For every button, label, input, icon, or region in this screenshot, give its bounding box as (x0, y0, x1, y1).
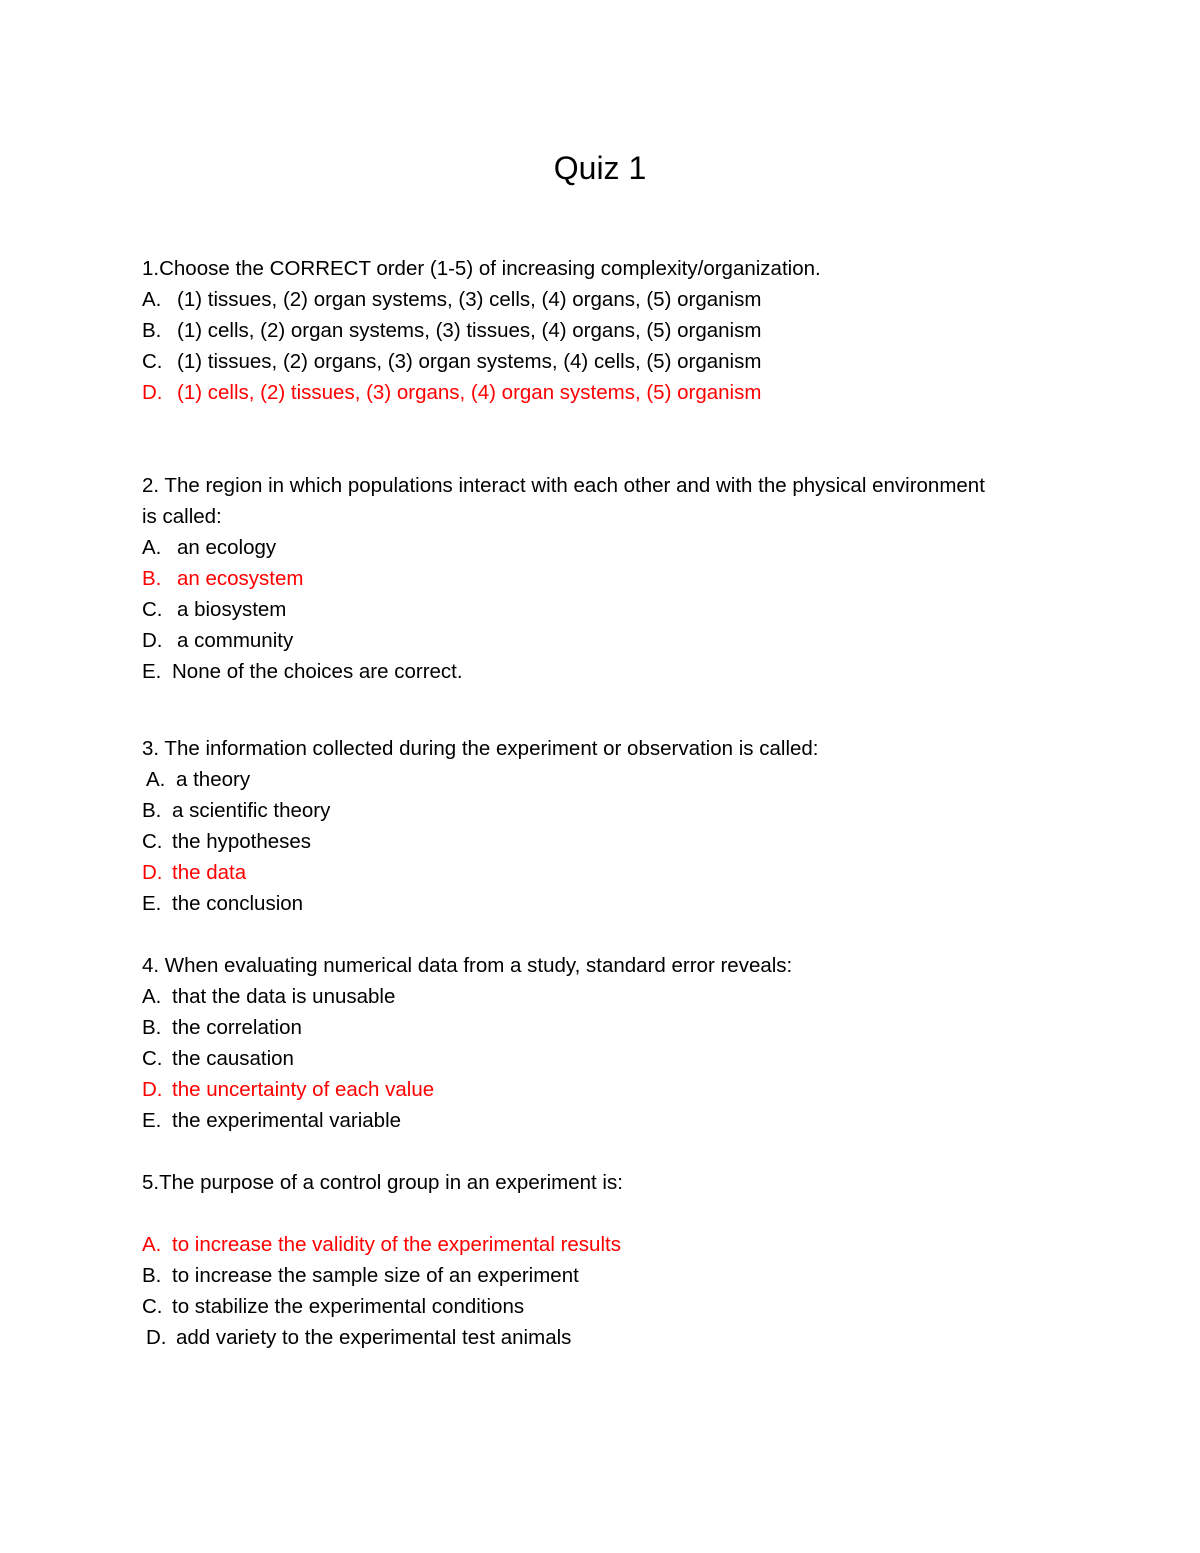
spacer (142, 439, 1062, 470)
question-2 (142, 470, 1062, 687)
answer-option (142, 532, 1062, 563)
question-text: 1.Choose the CORRECT order (1-5) of increasing complexity/organization. (142, 257, 821, 280)
question-text-line-2: is called: (142, 505, 222, 528)
option-text: that the data is unusable (172, 985, 396, 1008)
option-letter: D. (142, 629, 163, 652)
spacer (142, 1198, 1062, 1229)
spacer (142, 919, 1062, 950)
correct-answer-option (142, 563, 1062, 594)
answer-option (142, 284, 1062, 315)
correct-answer-option (142, 1074, 1062, 1105)
question-text: 3. The information collected during the experiment or observation is called: (142, 737, 819, 760)
option-letter: E. (142, 660, 162, 683)
option-text: the hypotheses (172, 830, 312, 853)
option-letter: A. (142, 985, 162, 1008)
option-letter: B. (142, 1016, 162, 1039)
answer-option (142, 594, 1062, 625)
answer-option (142, 795, 1062, 826)
option-letter: C. (142, 598, 163, 621)
option-text: the causation (172, 1047, 294, 1070)
answer-option (142, 656, 1062, 687)
spacer (142, 687, 1062, 718)
correct-answer-option (142, 857, 1062, 888)
question-text: 4. When evaluating numerical data from a study, standard error reveals: (142, 954, 793, 977)
option-text: the uncertainty of each value (172, 1078, 435, 1101)
option-letter: A. (142, 536, 162, 559)
option-text: the correlation (172, 1016, 302, 1039)
option-letter: B. (142, 567, 162, 590)
option-text: the experimental variable (172, 1109, 402, 1132)
answer-option (142, 1291, 1062, 1322)
question-text: 5.The purpose of a control group in an experiment is: (142, 1171, 623, 1194)
option-letter: A. (142, 1233, 162, 1256)
spacer (142, 408, 1062, 439)
option-text: add variety to the experimental test animals (176, 1326, 572, 1349)
option-letter: D. (142, 861, 163, 884)
quiz-body (142, 253, 1062, 1353)
option-letter: C. (142, 1047, 163, 1070)
answer-option (142, 1043, 1062, 1074)
question-1 (142, 253, 1062, 408)
option-letter: B. (142, 799, 162, 822)
option-text: a theory (176, 768, 251, 791)
option-text: None of the choices are correct. (172, 660, 463, 683)
option-letter: C. (142, 1295, 163, 1318)
option-text: to increase the validity of the experimental results (172, 1233, 621, 1256)
option-text: (1) cells, (2) organ systems, (3) tissues, (4) organs, (5) organism (177, 319, 762, 342)
option-text: (1) tissues, (2) organs, (3) organ systems, (4) cells, (5) organism (177, 350, 762, 373)
option-text: a scientific theory (172, 799, 331, 822)
option-text: a community (177, 629, 294, 652)
option-letter: E. (142, 892, 162, 915)
correct-answer-option (142, 377, 1062, 408)
option-text: the conclusion (172, 892, 304, 915)
answer-option (142, 1012, 1062, 1043)
answer-option (142, 826, 1062, 857)
correct-answer-option (142, 1229, 1062, 1260)
option-letter: D. (142, 381, 163, 404)
spacer (142, 1136, 1062, 1167)
page-title: Quiz 1 (553, 150, 647, 186)
answer-option (142, 346, 1062, 377)
option-letter: A. (142, 288, 162, 311)
spacer (142, 718, 1062, 733)
question-text-line-1: 2. The region in which populations interact with each other and with the physical environment (142, 474, 985, 497)
option-text: to stabilize the experimental conditions (172, 1295, 525, 1318)
option-letter: D. (142, 1078, 163, 1101)
option-letter: A. (146, 768, 166, 791)
option-text: (1) cells, (2) tissues, (3) organs, (4) organ systems, (5) organism (177, 381, 762, 404)
answer-option (142, 315, 1062, 346)
option-text: an ecosystem (177, 567, 304, 590)
question-5 (142, 1167, 1062, 1353)
option-letter: E. (142, 1109, 162, 1132)
option-letter: B. (142, 1264, 162, 1287)
option-letter: C. (142, 350, 163, 373)
answer-option (142, 1322, 1062, 1353)
option-letter: C. (142, 830, 163, 853)
answer-option (142, 888, 1062, 919)
option-text: a biosystem (177, 598, 287, 621)
option-text: to increase the sample size of an experiment (172, 1264, 579, 1287)
question-3 (142, 733, 1062, 919)
option-letter: B. (142, 319, 162, 342)
question-4 (142, 950, 1062, 1136)
option-letter: D. (146, 1326, 167, 1349)
answer-option (142, 1260, 1062, 1291)
option-text: an ecology (177, 536, 277, 559)
option-text: (1) tissues, (2) organ systems, (3) cells, (4) organs, (5) organism (177, 288, 762, 311)
answer-option (142, 625, 1062, 656)
answer-option (142, 1105, 1062, 1136)
answer-option (142, 981, 1062, 1012)
answer-option (142, 764, 1062, 795)
option-text: the data (172, 861, 247, 884)
